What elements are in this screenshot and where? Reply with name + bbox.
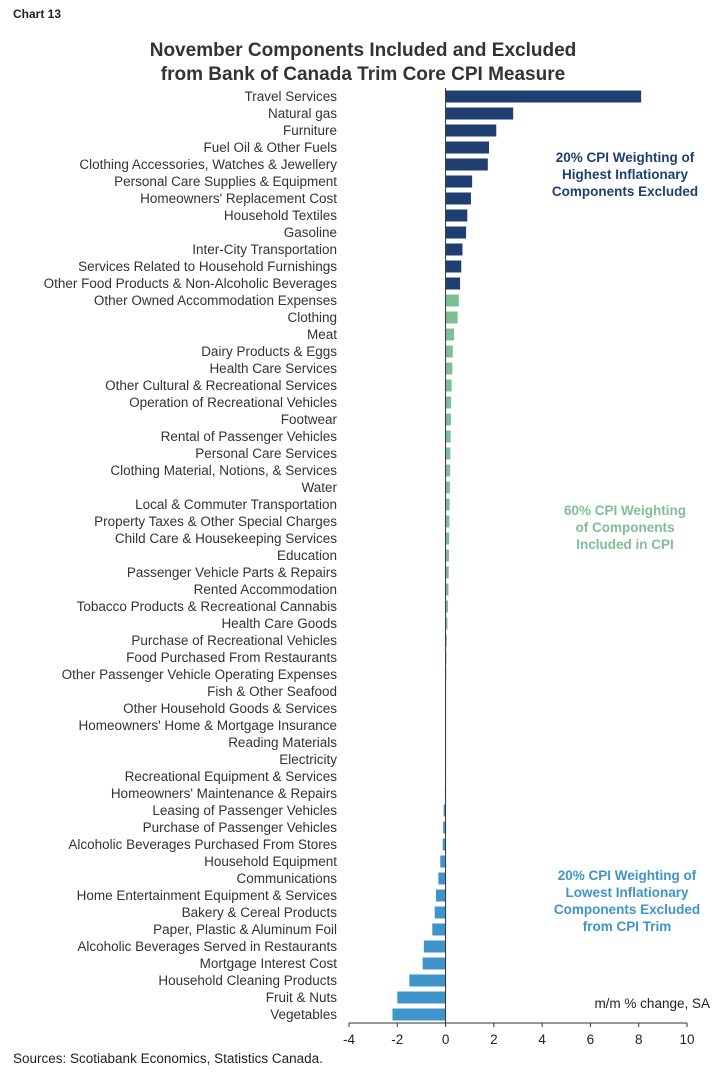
bar xyxy=(446,414,451,426)
bar xyxy=(409,975,445,987)
category-label: Natural gas xyxy=(267,106,337,121)
bar xyxy=(446,295,459,307)
annotation-line: 20% CPI Weighting of xyxy=(555,150,695,165)
bar xyxy=(446,448,451,460)
category-label: Food Purchased From Restaurants xyxy=(126,650,337,665)
category-label: Other Food Products & Non-Alcoholic Beverages xyxy=(43,276,337,291)
bar xyxy=(446,142,489,154)
category-label: Fuel Oil & Other Fuels xyxy=(203,140,337,155)
category-label: Reading Materials xyxy=(228,735,337,750)
category-label: Home Entertainment Equipment & Services xyxy=(76,888,337,903)
bar xyxy=(397,992,445,1004)
category-label: Electricity xyxy=(279,752,337,767)
annotation-line: 60% CPI Weighting xyxy=(563,503,687,518)
category-label: Communications xyxy=(236,871,337,886)
category-label: Other Household Goods & Services xyxy=(123,701,337,716)
bar xyxy=(446,227,467,239)
category-label: Fruit & Nuts xyxy=(265,990,337,1005)
bar xyxy=(446,312,458,324)
annotation-line: Components Excluded xyxy=(553,902,701,917)
x-tick-label: -4 xyxy=(342,1032,356,1047)
bar xyxy=(446,210,468,222)
category-label: Services Related to Household Furnishings xyxy=(78,259,337,274)
category-label: Fish & Other Seafood xyxy=(207,684,337,699)
chart-title-line-1: November Components Included and Excluded xyxy=(149,40,577,61)
bar xyxy=(435,907,446,919)
bar xyxy=(424,941,446,953)
category-label: Vegetables xyxy=(270,1007,337,1022)
bar xyxy=(446,380,452,392)
category-label: Other Passenger Vehicle Operating Expenses xyxy=(61,667,337,682)
x-tick-label: 10 xyxy=(679,1032,695,1047)
bar xyxy=(392,1009,445,1021)
bar xyxy=(446,108,514,120)
annotation-line: from CPI Trim xyxy=(582,919,672,934)
category-label: Education xyxy=(276,548,337,563)
annotation-line: Highest Inflationary xyxy=(561,167,689,182)
chart-number-label: Chart 13 xyxy=(13,7,62,21)
category-label: Travel Services xyxy=(244,89,337,104)
category-label: Alcoholic Beverages Served in Restaurants xyxy=(77,939,337,954)
category-label: Personal Care Supplies & Equipment xyxy=(114,174,337,189)
category-label: Rental of Passenger Vehicles xyxy=(160,429,337,444)
bar xyxy=(446,125,497,137)
bar xyxy=(440,856,445,868)
bar xyxy=(446,516,450,528)
source-note: Sources: Scotiabank Economics, Statistics Canada. xyxy=(13,1051,323,1066)
bar xyxy=(446,550,449,562)
bar xyxy=(432,924,445,936)
x-tick-label: -2 xyxy=(391,1032,404,1047)
annotation-line: 20% CPI Weighting of xyxy=(557,868,697,883)
annotation-line: Components Excluded xyxy=(551,184,699,199)
category-label: Tobacco Products & Recreational Cannabis xyxy=(76,599,337,614)
bar xyxy=(446,91,642,103)
bar xyxy=(446,329,454,341)
bar xyxy=(446,244,463,256)
category-label: Other Owned Accommodation Expenses xyxy=(93,293,337,308)
category-label: Rented Accommodation xyxy=(193,582,337,597)
bar xyxy=(446,533,450,545)
category-label: Clothing xyxy=(287,310,337,325)
bar xyxy=(446,499,450,511)
category-label: Homeowners' Maintenance & Repairs xyxy=(110,786,337,801)
bar xyxy=(438,873,445,885)
category-label: Gasoline xyxy=(283,225,337,240)
bar xyxy=(446,193,471,205)
x-axis-ticks xyxy=(343,1023,695,1047)
category-label: Clothing Accessories, Watches & Jewellery xyxy=(79,157,337,172)
category-label: Recreational Equipment & Services xyxy=(124,769,337,784)
category-label: Household Cleaning Products xyxy=(158,973,337,988)
category-label: Leasing of Passenger Vehicles xyxy=(152,803,337,818)
category-label: Bakery & Cereal Products xyxy=(181,905,337,920)
category-label: Purchase of Recreational Vehicles xyxy=(131,633,337,648)
category-label: Household Equipment xyxy=(204,854,337,869)
category-label: Mortgage Interest Cost xyxy=(199,956,337,971)
category-label: Footwear xyxy=(280,412,337,427)
category-label: Clothing Material, Notions, & Services xyxy=(110,463,337,478)
bar xyxy=(446,363,453,375)
bar xyxy=(446,176,473,188)
bar xyxy=(446,159,488,171)
category-label: Homeowners' Replacement Cost xyxy=(140,191,337,206)
category-labels xyxy=(44,89,338,1022)
bar xyxy=(446,482,450,494)
annotation-line: Included in CPI xyxy=(576,537,674,552)
chart-title-line-2: from Bank of Canada Trim Core CPI Measure xyxy=(160,64,566,85)
category-label: Meat xyxy=(306,327,337,342)
category-label: Local & Commuter Transportation xyxy=(135,497,337,512)
bar xyxy=(446,278,460,290)
category-label: Operation of Recreational Vehicles xyxy=(129,395,337,410)
annotation-line: Lowest Inflationary xyxy=(565,885,689,900)
category-label: Dairy Products & Eggs xyxy=(201,344,337,359)
unit-note: m/m % change, SA xyxy=(594,996,710,1011)
category-label: Health Care Goods xyxy=(221,616,337,631)
annotations xyxy=(552,150,700,934)
bar xyxy=(446,346,453,358)
category-label: Health Care Services xyxy=(209,361,337,376)
x-tick-label: 8 xyxy=(634,1032,643,1047)
category-label: Water xyxy=(301,480,337,495)
bar xyxy=(446,431,451,443)
category-label: Alcoholic Beverages Purchased From Stores xyxy=(68,837,337,852)
category-label: Purchase of Passenger Vehicles xyxy=(142,820,337,835)
category-label: Inter-City Transportation xyxy=(192,242,337,257)
bar xyxy=(446,261,462,273)
category-label: Furniture xyxy=(282,123,337,138)
bar xyxy=(446,465,451,477)
x-tick-label: 0 xyxy=(441,1032,450,1047)
annotation-line: of Components xyxy=(575,520,675,535)
bar xyxy=(423,958,446,970)
category-label: Household Textiles xyxy=(223,208,337,223)
category-label: Other Cultural & Recreational Services xyxy=(105,378,337,393)
x-tick-label: 2 xyxy=(490,1032,498,1047)
bar xyxy=(436,890,446,902)
x-tick-label: 4 xyxy=(538,1032,546,1047)
x-tick-label: 6 xyxy=(586,1032,595,1047)
bar xyxy=(446,397,452,409)
category-label: Paper, Plastic & Aluminum Foil xyxy=(153,922,337,937)
category-label: Property Taxes & Other Special Charges xyxy=(94,514,337,529)
category-label: Personal Care Services xyxy=(195,446,337,461)
category-label: Homeowners' Home & Mortgage Insurance xyxy=(78,718,337,733)
category-label: Child Care & Housekeeping Services xyxy=(114,531,337,546)
category-label: Passenger Vehicle Parts & Repairs xyxy=(126,565,337,580)
